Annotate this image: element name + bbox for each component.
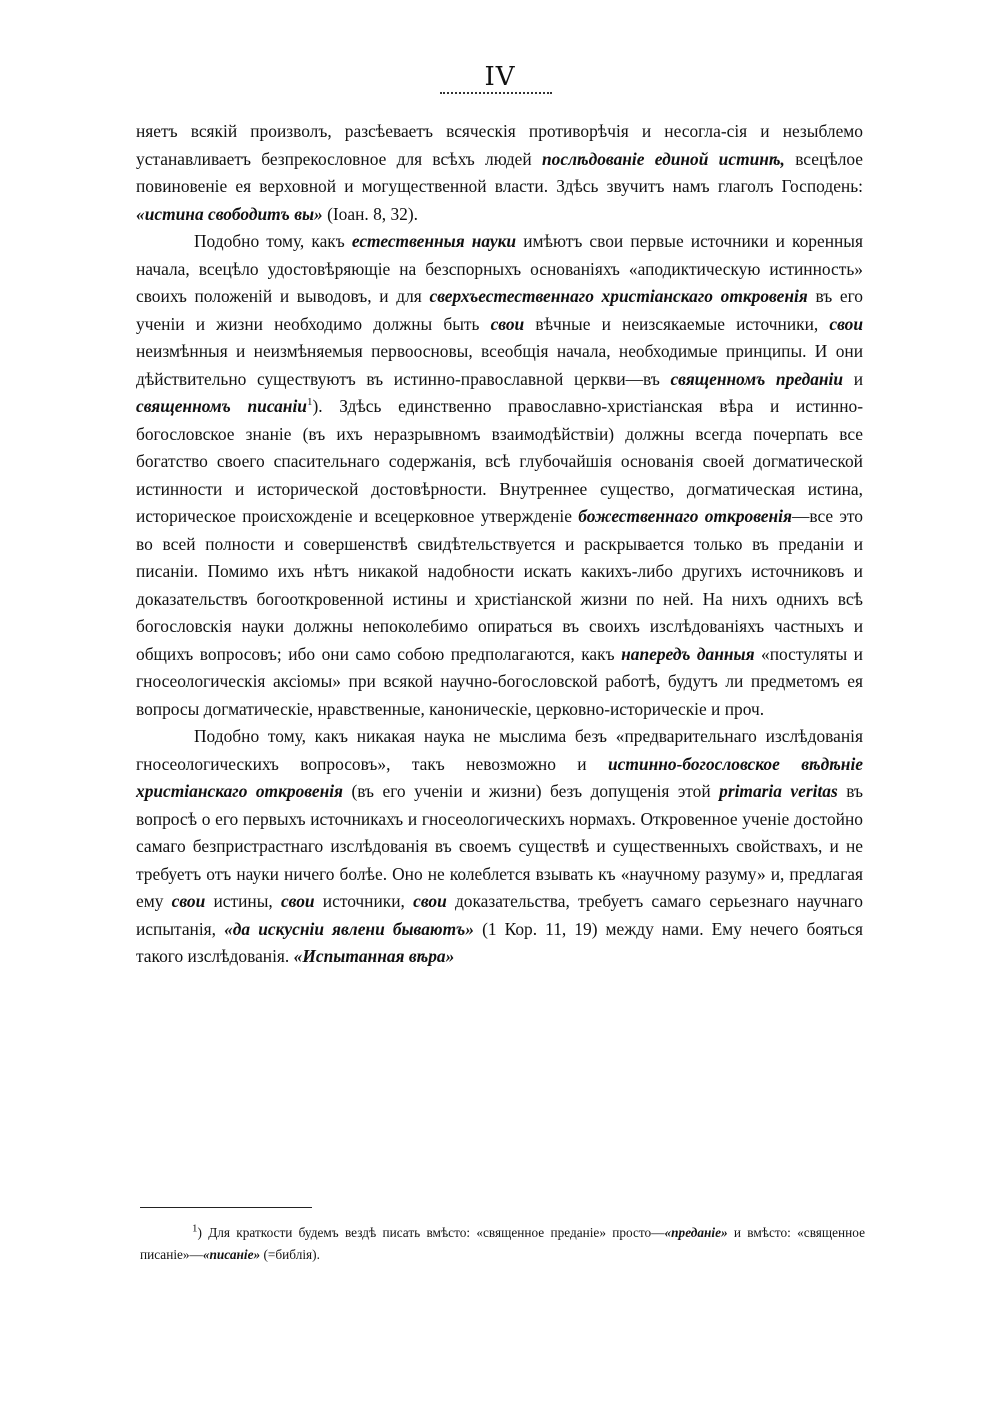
emphasis-text: священномъ преданіи: [670, 368, 844, 389]
paragraph: [136, 723, 863, 971]
emphasis-text: свои: [413, 891, 447, 911]
emphasis-text: послѣдованіе единой истинѣ,: [542, 148, 785, 169]
footnote: [140, 1222, 865, 1266]
body-text-segment: (1 Кор. 11, 19) между нами. Ему нечего бояться такого изслѣдованія.: [136, 918, 864, 966]
body-text-segment: ) Для краткости будемъ вездѣ писать вмѣсто: «священное преданіе» просто—: [197, 1225, 665, 1240]
emphasis-text: истинно-богословское вѣдѣніе христіанскаго откровенія: [136, 753, 863, 801]
body-text-segment: источники,: [314, 891, 414, 911]
emphasis-text: primaria veritas: [719, 781, 838, 801]
body-text-segment: —все это во всей полности и совершенствѣ свидѣтельствуется и раскрывается только въ преданіи и писаніи. Помимо ихъ нѣтъ никакой надобности искать какихъ-либо другихъ источниковъ и доказательствъ богооткровенной истины и христіанской жизни по ней. На нихъ однихъ всѣ богословскія науки должны непоколебимо опираться въ своихъ изслѣдованіяхъ частныхъ и общихъ вопросовъ; ибо они само собою предполагаются, какъ: [136, 506, 863, 664]
paragraph: [136, 118, 863, 228]
emphasis-text: свои: [171, 891, 206, 911]
emphasis-text: естественныя науки: [351, 231, 517, 251]
header-ornament: [440, 92, 552, 98]
emphasis-text: свои: [829, 313, 863, 334]
body-text-segment: Подобно тому, какъ: [194, 231, 352, 251]
footnote-ref: 1: [192, 1222, 198, 1235]
footnote-ref: 1: [306, 396, 313, 409]
body-text-segment: Подобно тому, какъ никакая наука не мыслима безъ «предварительнаго изслѣдованія гносеологическихъ вопросовъ», такъ невозможно и: [136, 726, 863, 774]
footnote-text: [140, 1222, 865, 1266]
body-text-segment: и вмѣсто: «священное писаніе»—: [140, 1225, 866, 1262]
body-text-segment: «постуляты и гносеологическія аксіомы» при всякой научно-богословской работѣ, будутъ ли предметомъ ея вопросы догматическіе, нравственные, каноническіе, церковно-историческіе и проч.: [136, 643, 863, 719]
body-text-segment: (въ его ученіи и жизни) безъ допущенія этой: [343, 781, 720, 801]
body-text-segment: имѣютъ свои первые источники и коренныя начала, всецѣло удостовѣряющіе на безспорныхъ основаніяхъ «аподиктическую истинность» своихъ положеній и выводовъ, и для: [136, 231, 863, 306]
emphasis-text: сверхъестественнаго христіанскаго откровенія: [429, 286, 808, 306]
emphasis-text: напередъ данныя: [621, 643, 755, 664]
body-text-segment: неизмѣнныя и неизмѣняемыя первоосновы, всеобщія начала, необходимые принципы. И они дѣйствительно существуютъ въ истинно-православной церкви—въ: [136, 341, 863, 389]
footnote-divider: [140, 1207, 312, 1208]
emphasis-text: священномъ писаніи: [136, 396, 307, 416]
emphasis-text: божественнаго откровенія: [578, 506, 792, 526]
body-text-segment: (Іоан. 8, 32).: [322, 203, 419, 224]
paragraph: [136, 228, 863, 723]
emphasis-text: свои: [490, 313, 525, 334]
body-text-segment: вѣчные и неизсякаемые источники,: [524, 313, 830, 334]
emphasis-text: «Испытанная вѣра»: [293, 946, 455, 966]
body-text-segment: (=библія).: [260, 1247, 320, 1262]
main-text: [136, 118, 863, 971]
emphasis-text: «да искуснiи явлени бываютъ»: [224, 918, 474, 939]
emphasis-text: «истина свободитъ вы»: [136, 203, 323, 224]
body-text-segment: няетъ всякій произволъ, разсѣеваетъ всяческія противорѣчія и несогла-сія и незыблемо устанавливаетъ безпрекословное для всѣхъ людей: [136, 121, 863, 169]
body-text-segment: и: [843, 368, 863, 389]
emphasis-text: свои: [280, 891, 315, 911]
emphasis-text: «преданіе»: [664, 1225, 728, 1240]
body-text-segment: истины,: [205, 891, 281, 911]
body-text-segment: ). Здѣсь единственно православно-христіанская вѣра и истинно-богословское знаніе (въ ихъ неразрывномъ взаимодѣйствіи) должны всегда почерпать все богатство своего спасительнаго содержанія, всѣ глубочайшія основанія своей догматической истинности и исторической достовѣрности. Внутреннее существо, догматическая истина, историческое происхожденіе и всецерковное утвержденіе: [136, 396, 863, 526]
body-text-segment: въ его ученіи и жизни необходимо должны быть: [136, 286, 863, 334]
body-text-segment: въ вопросѣ о его первыхъ источникахъ и гносеологическихъ нормахъ. Откровенное ученіе достойно самаго безпристрастнаго изслѣдованія въ своемъ существѣ и существенныхъ свойствахъ, и не требуетъ отъ науки ничего болѣе. Оно не колеблется взывать къ «научному разуму» и, предлагая ему: [136, 781, 863, 911]
body-text-segment: доказательства, требуетъ самаго серьезнаго научнаго испытанія,: [136, 891, 863, 939]
emphasis-text: «писаніе»: [202, 1247, 261, 1262]
page-number: IV: [484, 62, 516, 92]
body-text-segment: всецѣлое повиновеніе ея верховной и могущественной власти. Здѣсь звучитъ намъ глаголъ Господень:: [136, 148, 864, 196]
